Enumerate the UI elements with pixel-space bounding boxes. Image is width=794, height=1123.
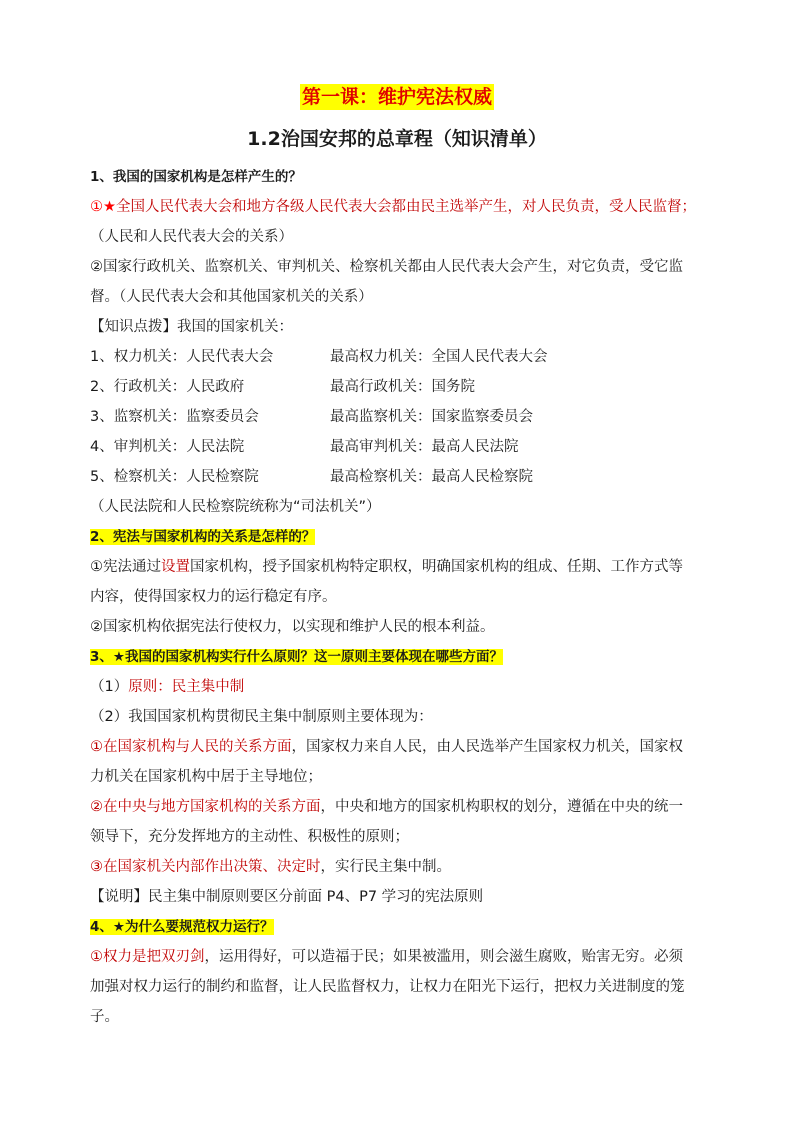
knowledge-tip-title: 【知识点拨】我国的国家机关： xyxy=(90,319,293,335)
q3-item2-text: ，中央和地方的国家机构职权的划分，遵循在中央的统一 xyxy=(320,799,683,815)
q3-heading-text: 3、★我国的国家机构实行什么原则？这一原则主要体现在哪些方面？ xyxy=(90,649,503,665)
q3-item3-keyword: ③在国家机关内部作出决策、决定时 xyxy=(90,859,321,875)
organ-right: 最高行政机关：国务院 xyxy=(330,379,475,395)
q2-p1-a: ①宪法通过 xyxy=(90,559,161,575)
q1-point1 xyxy=(90,192,710,222)
q3-item3-text: ，实行民主集中制。 xyxy=(320,859,451,875)
q4-p1-text: ，运用得好，可以造福于民；如果被滥用，则会滋生腐败，贻害无穷。必须 xyxy=(204,949,683,965)
q4-p1-keyword: ①权力是把双刃剑 xyxy=(90,949,205,965)
q2-p1-keyword: 设置 xyxy=(161,559,190,575)
organ-row xyxy=(90,462,710,492)
q2-point1-line2: 内容，使得国家权力的运行稳定有序。 xyxy=(90,589,337,605)
q3-item1-text: ，国家权力来自人民，由人民选举产生国家权力机关，国家权 xyxy=(291,739,683,755)
content xyxy=(90,162,710,1032)
organ-right: 最高权力机关：全国人民代表大会 xyxy=(330,349,548,365)
section-subtitle: 1.2治国安邦的总章程（知识清单） xyxy=(247,128,547,150)
q1-point1-note: （人民和人民代表大会的关系） xyxy=(90,229,293,245)
q2-p1-c: 国家机构，授予国家机构特定职权，明确国家机构的组成、任期、工作方式等 xyxy=(190,559,683,575)
organ-left: 1、权力机关：人民代表大会 xyxy=(90,349,274,365)
q1-point2-line2: 督。（人民代表大会和其他国家机关的关系） xyxy=(90,289,373,305)
q4-heading xyxy=(90,912,710,942)
organ-left: 5、检察机关：人民检察院 xyxy=(90,469,259,485)
lesson-title-text: 第一课：维护宪法权威 xyxy=(301,86,492,108)
q3-principle-num: （1） xyxy=(90,679,129,695)
q1-point2-line1: ②国家行政机关、监察机关、审判机关、检察机关都由人民代表大会产生，对它负责，受它监 xyxy=(90,259,683,275)
organ-right: 最高审判机关：最高人民法院 xyxy=(330,439,519,455)
q3-intro: （2）我国国家机构贯彻民主集中制原则主要体现为： xyxy=(90,709,433,725)
q3-item3 xyxy=(90,852,710,882)
q3-item2-line1 xyxy=(90,792,710,822)
organ-left: 3、监察机关：监察委员会 xyxy=(90,409,259,425)
q3-item1-keyword: ①在国家机构与人民的关系方面 xyxy=(90,739,292,755)
q4-point1-line3: 子。 xyxy=(90,1009,119,1025)
organ-row xyxy=(90,432,710,462)
q3-principle-text: 原则：民主集中制 xyxy=(128,679,245,695)
q3-item1-line1 xyxy=(90,732,710,762)
q3-heading xyxy=(90,642,710,672)
q4-heading-text: 4、★为什么要规范权力运行？ xyxy=(90,919,274,935)
q3-item1-line2: 力机关在国家机构中居于主导地位； xyxy=(90,769,322,785)
q2-heading-text: 2、宪法与国家机构的关系是怎样的？ xyxy=(90,529,316,545)
q3-principle xyxy=(90,672,710,702)
q2-heading xyxy=(90,522,710,552)
organ-left: 4、审判机关：人民法院 xyxy=(90,439,245,455)
q3-note: 【说明】民主集中制原则要区分前面 P4、P7 学习的宪法原则 xyxy=(90,889,484,905)
q1-point1-text: 全国人民代表大会和地方各级人民代表大会都由民主选举产生，对人民负责，受人民监督； xyxy=(116,199,696,215)
q4-point1-line2: 加强对权力运行的制约和监督，让人民监督权力，让权力在阳光下运行，把权力关进制度的笼 xyxy=(90,979,685,995)
q1-heading: 1、我国的国家机构是怎样产生的？ xyxy=(90,169,302,185)
star-icon: ①★ xyxy=(90,199,116,215)
q3-item2-keyword: ②在中央与地方国家机构的关系方面 xyxy=(90,799,321,815)
organ-row xyxy=(90,372,710,402)
judicial-note: （人民法院和人民检察院统称为“司法机关”） xyxy=(90,499,381,515)
organ-row xyxy=(90,342,710,372)
organ-row xyxy=(90,402,710,432)
q3-item2-line2: 领导下，充分发挥地方的主动性、积极性的原则； xyxy=(90,829,409,845)
q4-point1-line1 xyxy=(90,942,710,972)
organ-right: 最高监察机关：国家监察委员会 xyxy=(330,409,533,425)
q2-point1-line1 xyxy=(90,552,710,582)
q2-point2: ②国家机构依据宪法行使权力，以实现和维护人民的根本利益。 xyxy=(90,619,495,635)
lesson-title xyxy=(0,84,794,110)
organ-left: 2、行政机关：人民政府 xyxy=(90,379,245,395)
organ-right: 最高检察机关：最高人民检察院 xyxy=(330,469,533,485)
